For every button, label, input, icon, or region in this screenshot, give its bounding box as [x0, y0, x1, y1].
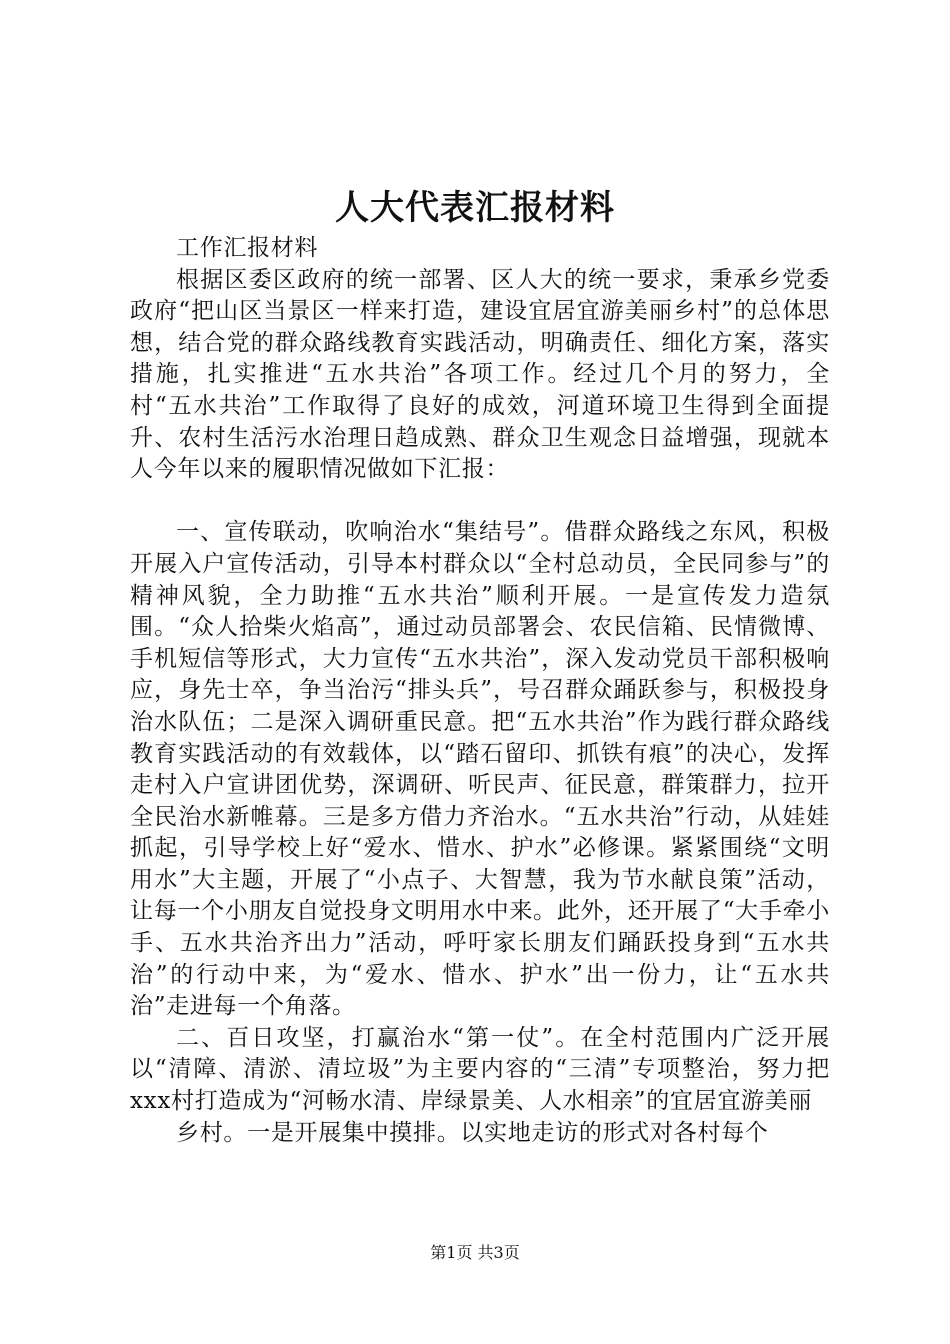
paragraph-continued: 乡村。一是开展集中摸排。以实地走访的形式对各村每个	[176, 1119, 769, 1146]
document-title: 人大代表汇报材料	[335, 188, 615, 228]
paragraph-intro: 根据区委区政府的统一部署、区人大的统一要求，秉承乡党委政府“把山区当景区一样来打造，建设宜居宜游美丽乡村”的总体思想，结合党的群众路线教育实践活动，明确责任、细化方案，落实措施，扎实推进“五水共治”各项工作。经过几个月的努力，全村“五水共治”工作取得了良好的成效，河道环境卫生得到全面提升、农村生活污水治理日趋成熟、群众卫生观念日益增强，现就本人今年以来的履职情况做如下汇报：	[130, 266, 830, 483]
paragraph-subtitle: 工作汇报材料	[176, 235, 319, 261]
paragraph-section-1: 一、宣传联动，吹响治水“集结号”。借群众路线之东风，积极开展入户宣传活动，引导本村群众以“全村总动员，全民同参与”的精神风貌，全力助推“五水共治”顺利开展。一是宣传发力造氛围。“众人拾柴火焰高”，通过动员部署会、农民信箱、民情微博、手机短信等形式，大力宣传“五水共治”，深入发动党员干部积极响应，身先士卒，争当治污“排头兵”，号召群众踊跃参与，积极投身治水队伍；二是深入调研重民意。把“五水共治”作为践行群众路线教育实践活动的有效载体，以“踏石留印、抓铁有痕”的决心，发挥走村入户宣讲团优势，深调研、听民声、征民意，群策群力，拉开全民治水新帷幕。三是多方借力齐治水。“五水共治”行动，从娃娃抓起，引导学校上好“爱水、惜水、护水”必修课。紧紧围绕“文明用水”大主题，开展了“小点子、大智慧，我为节水献良策”活动，让每一个小朋友自觉投身文明用水中来。此外，还开展了“大手牵小手、五水共治齐出力”活动，呼吁家长朋友们踊跃投身到“五水共治”的行动中来，为“爱水、惜水、护水”出一份力，让“五水共治”走进每一个角落。	[130, 519, 830, 1020]
document-body	[130, 233, 830, 1149]
page-number: 第1页 共3页	[430, 1243, 520, 1262]
paragraph-section-2: 二、百日攻坚，打赢治水“第一仗”。在全村范围内广泛开展以“清障、清淤、清垃圾”为主要内容的“三清”专项整治，努力把xxx村打造成为“河畅水清、岸绿景美、人水相亲”的宜居宜游美丽	[130, 1024, 830, 1115]
